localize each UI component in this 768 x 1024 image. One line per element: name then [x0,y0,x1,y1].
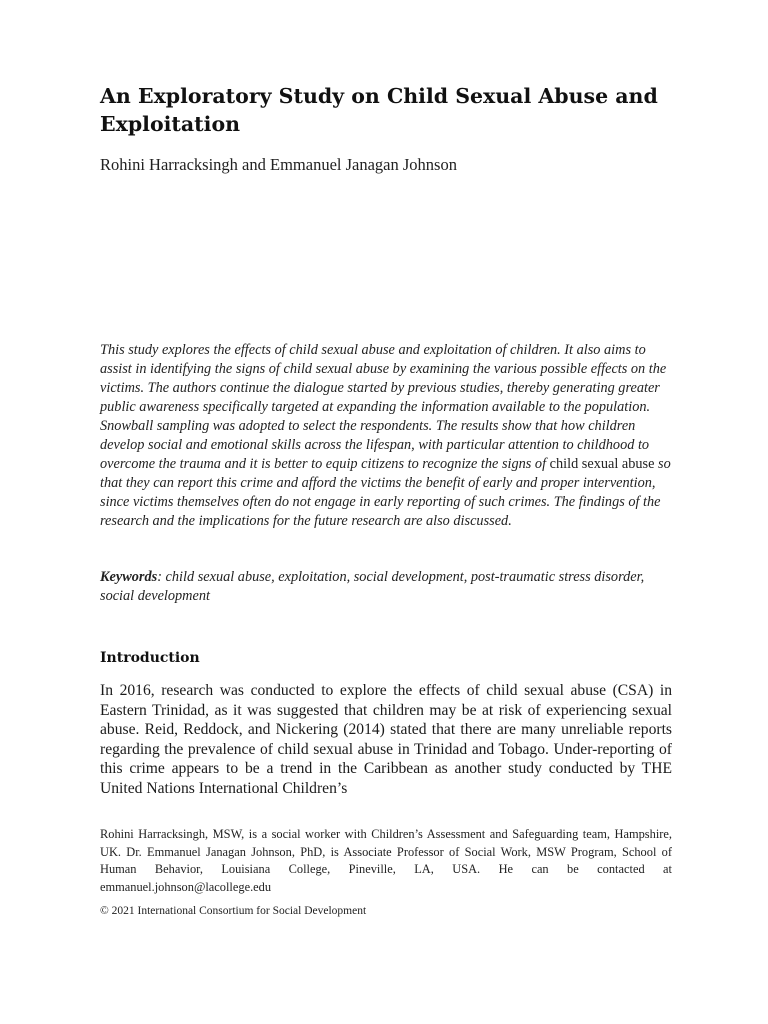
introduction-heading: Introduction [100,650,200,666]
copyright-line: © 2021 International Consortium for Social Development [100,905,367,917]
keywords [100,568,672,606]
abstract-text-part1: This study explores the effects of child sexual abuse and exploitation of children. It also aims to assist in identifying the signs of child sexual abuse by examining the various possible effects on the victims. The authors continue the dialogue started by previous studies, thereby generating greater public awareness specifically targeted at expanding the information available to the population. Snowball sampling was adopted to select the respondents. The results show that how children develop social and emotional skills across the lifespan, with particular attention to childhood to overcome the trauma and it is better to equip citizens to recognize the signs of [100,342,667,472]
keywords-label: Keywords [100,569,158,585]
abstract-text-part2: so that they can report this crime and afford the victims the benefit of early and proper intervention, since victims themselves often do not engage in early reporting of such crimes. The findings of the research and the implications for the future research are also discussed. [100,456,671,529]
abstract [100,341,672,531]
article-title: An Exploratory Study on Child Sexual Abuse and Exploitation [100,84,658,136]
abstract-text-upright: child sexual abuse [549,456,655,472]
introduction-text: In 2016, research was conducted to explore the effects of child sexual abuse (CSA) in Eastern Trinidad, as it was suggested that children may be at risk of experiencing sexual abuse. Reid, Reddock, and Nickering (2014) stated that there are many unreliable reports regarding the prevalence of child sexual abuse in Trinidad and Tobago. Under-reporting of this crime appears to be a trend in the Caribbean as another study conducted by THE United Nations International Children’s [100,682,672,797]
author-footnote: Rohini Harracksingh, MSW, is a social worker with Children’s Assessment and Safeguarding team, Hampshire, UK. Dr. Emmanuel Janagan Johnson, PhD, is Associate Professor of Social Work, MSW Program, School of Human Behavior, Louisiana College, Pineville, LA, USA. He can be contacted at emmanuel.johnson@lacollege.edu [100,827,672,894]
article-authors: Rohini Harracksingh and Emmanuel Janagan Johnson [100,155,457,174]
keywords-text: : child sexual abuse, exploitation, social development, post-traumatic stress disorder, social development [100,569,645,604]
